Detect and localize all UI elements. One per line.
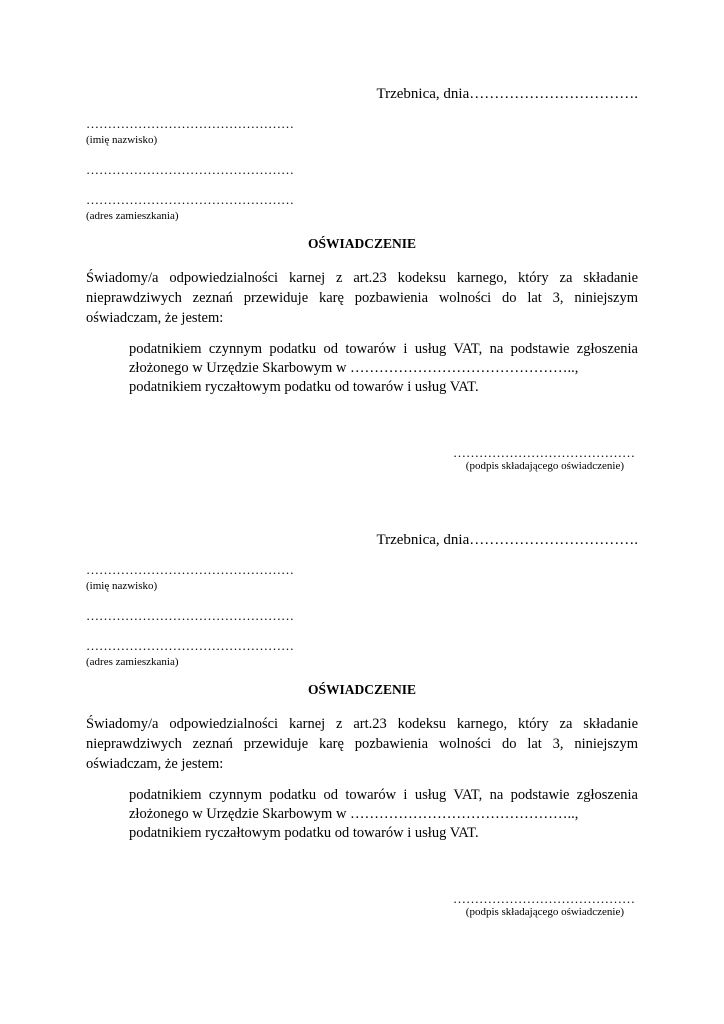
signature-dots: ……………………………………	[453, 445, 635, 460]
name-caption: (imię nazwisko)	[86, 580, 158, 592]
address-caption: (adres zamieszkania)	[86, 210, 179, 222]
signature-caption: (podpis składającego oświadczenie)	[465, 460, 624, 472]
option-active-vat-taxpayer: podatnikiem czynnym podatku od towarów i usług VAT, na podstawie zgłoszenia złożonego w Urzędzie Skarbowym w ………………………………………..,	[129, 341, 638, 376]
address-field-dots-1: …………………………………………	[86, 162, 294, 177]
option-flat-rate-taxpayer: podatnikiem ryczałtowym podatku od towarów i usług VAT.	[129, 825, 479, 841]
option-active-vat-taxpayer: podatnikiem czynnym podatku od towarów i usług VAT, na podstawie zgłoszenia złożonego w Urzędzie Skarbowym w ………………………………………..,	[129, 787, 638, 822]
address-field-dots-2: …………………………………………	[86, 638, 294, 653]
name-field-dots: …………………………………………	[86, 562, 294, 577]
name-caption: (imię nazwisko)	[86, 134, 158, 146]
name-field-dots: …………………………………………	[86, 116, 294, 131]
declaration-title: OŚWIADCZENIE	[307, 236, 417, 251]
date-line: Trzebnica, dnia…………………………….	[376, 532, 638, 548]
statement-paragraph: Świadomy/a odpowiedzialności karnej z art.23 kodeksu karnego, który za składanie nieprawdziwych zeznań przewiduje karę pozbawienia wolności do lat 3, niniejszym oświadczam, że jestem:	[86, 270, 638, 326]
address-field-dots-2: …………………………………………	[86, 192, 294, 207]
signature-dots: ……………………………………	[453, 891, 635, 906]
address-field-dots-1: …………………………………………	[86, 608, 294, 623]
declaration-form-2	[0, 446, 724, 918]
address-caption: (adres zamieszkania)	[86, 656, 179, 668]
signature-caption: (podpis składającego oświadczenie)	[465, 906, 624, 918]
declaration-title: OŚWIADCZENIE	[307, 682, 417, 697]
taxpayer-options	[129, 340, 638, 397]
option-flat-rate-taxpayer: podatnikiem ryczałtowym podatku od towarów i usług VAT.	[129, 379, 479, 395]
taxpayer-options	[129, 786, 638, 843]
statement-paragraph: Świadomy/a odpowiedzialności karnej z art.23 kodeksu karnego, który za składanie nieprawdziwych zeznań przewiduje karę pozbawienia wolności do lat 3, niniejszym oświadczam, że jestem:	[86, 716, 638, 772]
declaration-form-1	[0, 0, 724, 472]
date-line: Trzebnica, dnia…………………………….	[376, 86, 638, 102]
